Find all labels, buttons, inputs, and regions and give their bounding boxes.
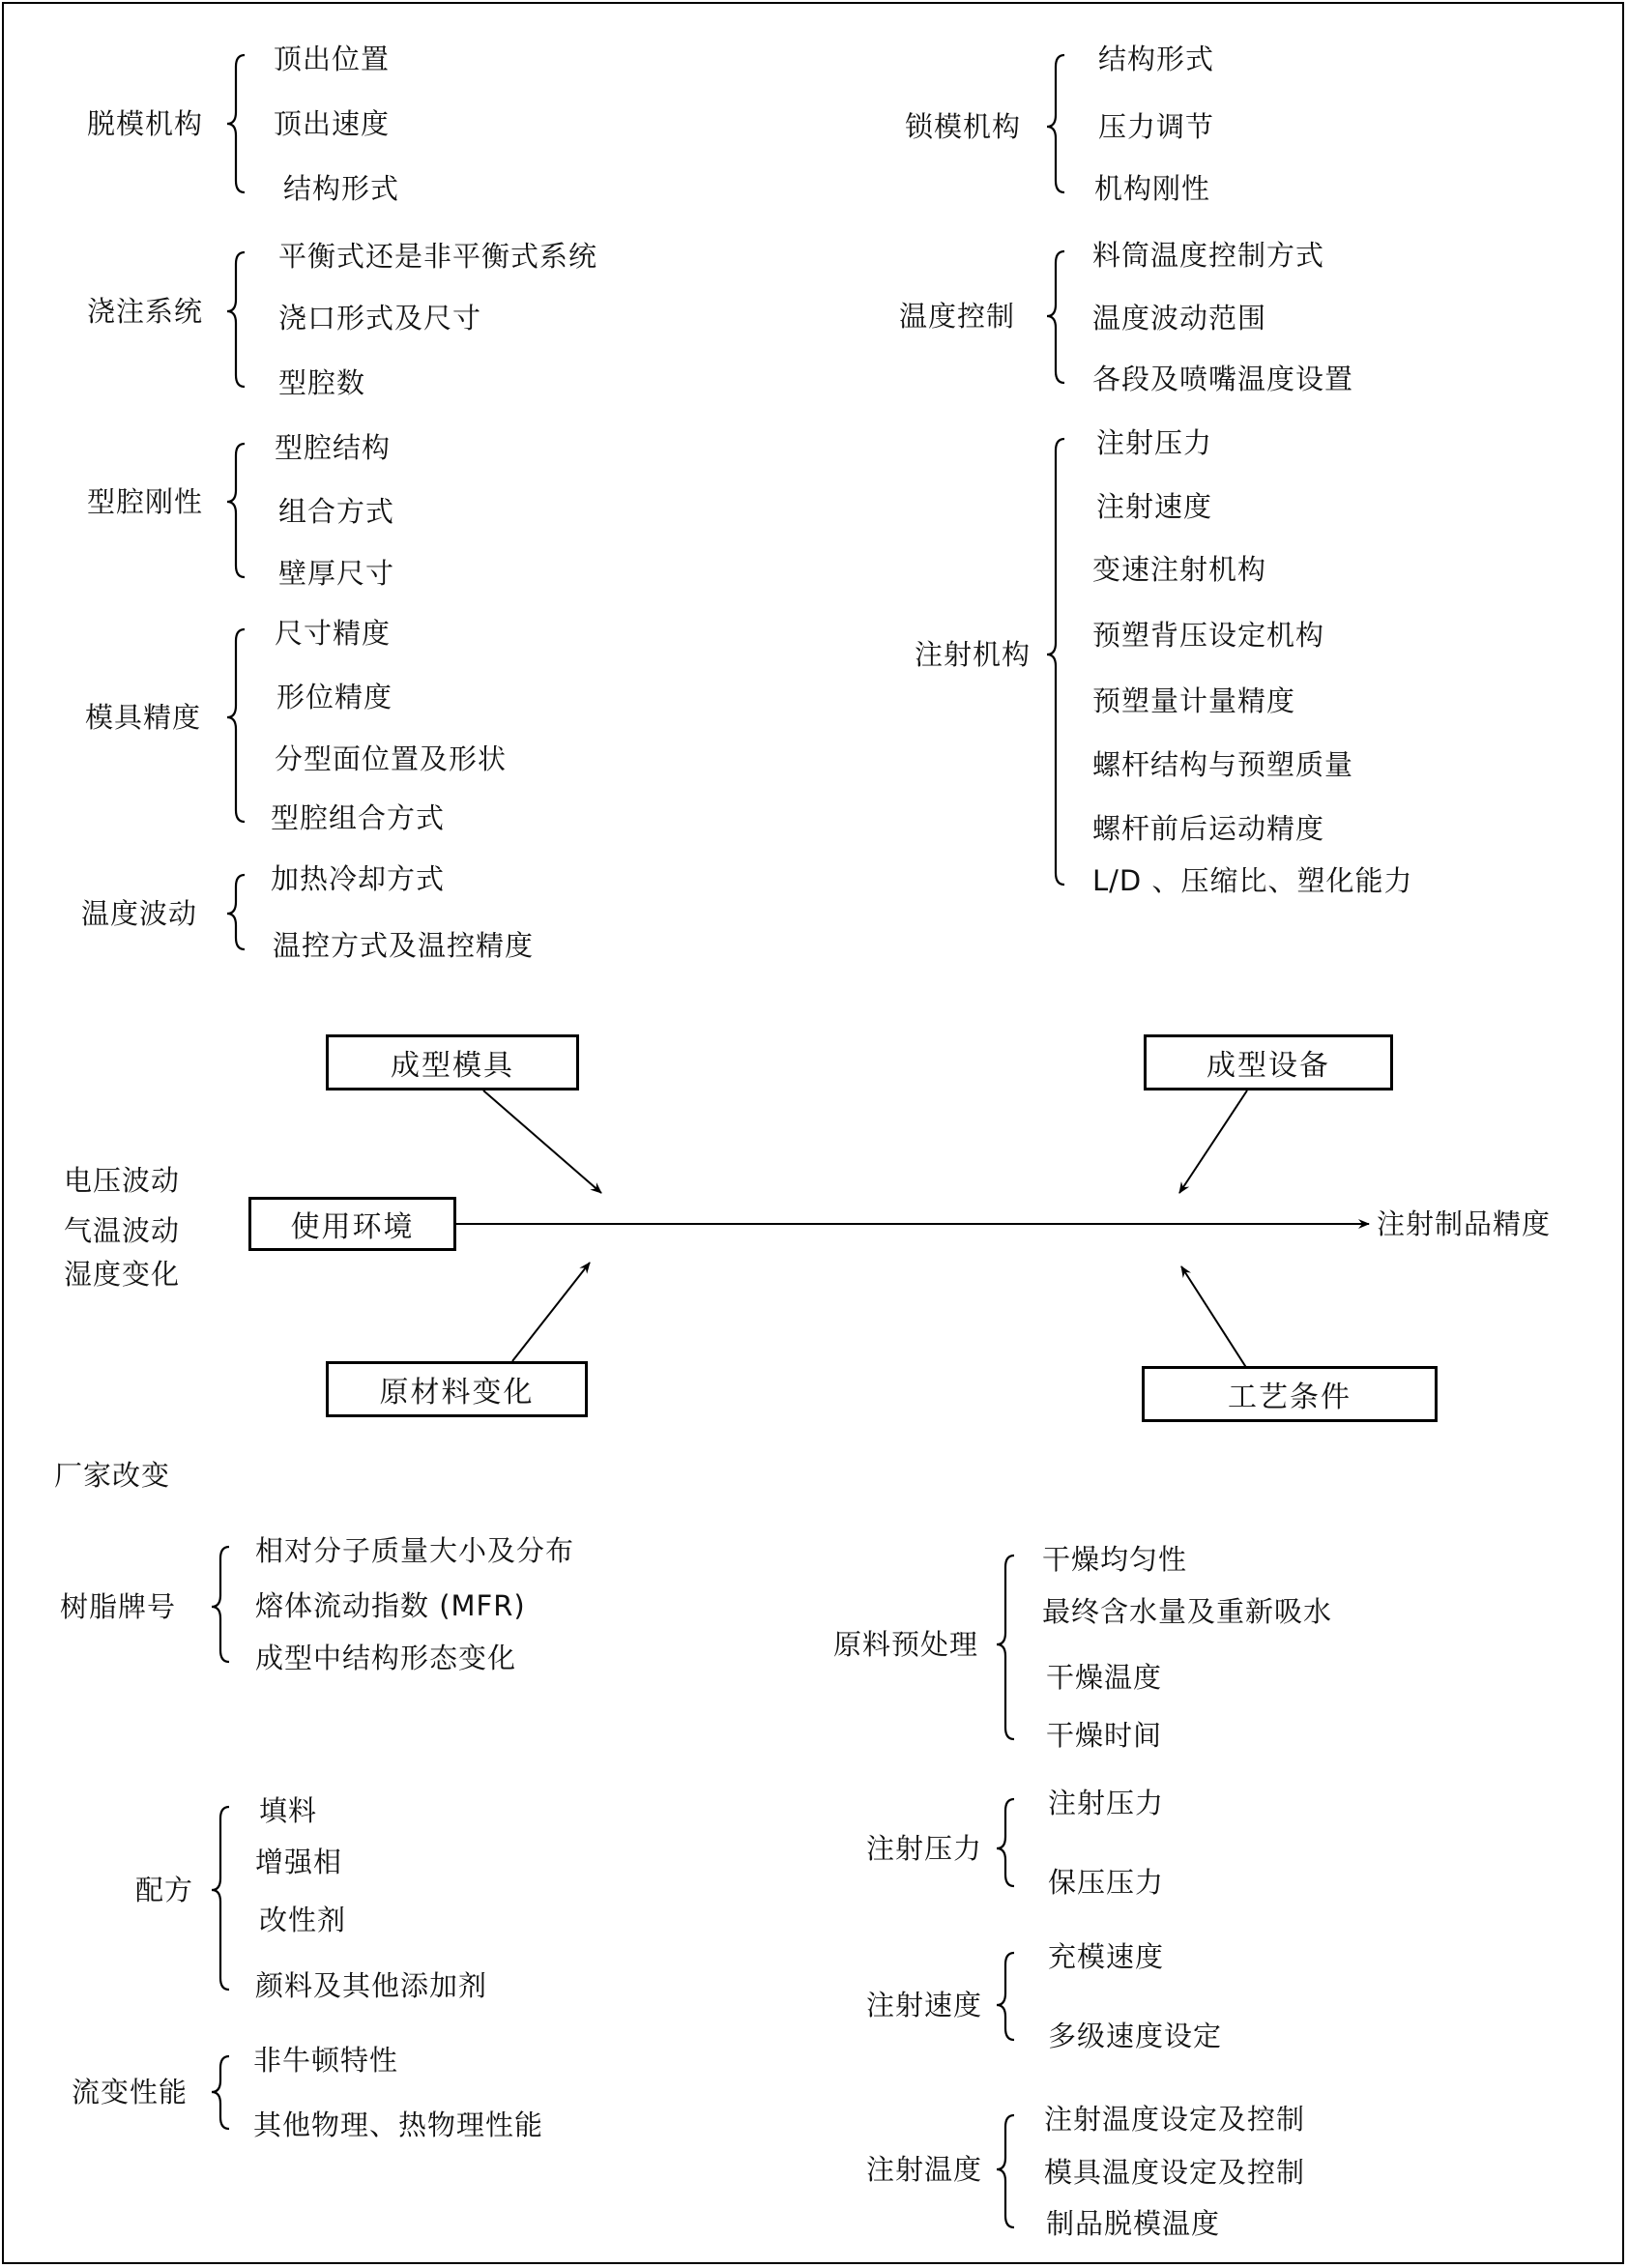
mold-factor-item: 加热冷却方式	[271, 862, 446, 895]
material-label: 原材料变化	[379, 1376, 535, 1410]
material-factor-item: 成型中结构形态变化	[255, 1642, 517, 1674]
material-group-label: 流变性能	[72, 2076, 189, 2108]
process-arrow	[1181, 1266, 1247, 1369]
mold-factor-item: 温控方式及温控精度	[273, 929, 535, 962]
material-box	[326, 1361, 588, 1417]
material-arrow	[512, 1263, 590, 1361]
equipment-factor-item: 变速注射机构	[1092, 553, 1267, 586]
equipment-box	[1144, 1034, 1393, 1090]
environment-box	[248, 1197, 456, 1251]
equipment-group-label: 锁模机构	[905, 110, 1022, 143]
equipment-factor-item: 注射压力	[1096, 426, 1213, 459]
equipment-factor-item: 预塑背压设定机构	[1092, 619, 1325, 652]
process-box	[1142, 1366, 1438, 1422]
material-factor-item: 相对分子质量大小及分布	[255, 1534, 575, 1567]
material-group-label: 配方	[135, 1874, 194, 1906]
brace	[227, 252, 245, 387]
brace	[212, 2056, 229, 2129]
equipment-factor-item: 机构刚性	[1094, 172, 1211, 205]
mold-label: 成型模具	[391, 1049, 514, 1083]
material-factor-item: 增强相	[255, 1846, 343, 1878]
env-factor: 电压波动	[64, 1164, 181, 1197]
equipment-factor-item: L/D 、压缩比、塑化能力	[1092, 864, 1413, 897]
mold-factor-item: 形位精度	[276, 681, 393, 713]
process-factor-item: 注射压力	[1048, 1787, 1165, 1819]
equipment-factor-item: 螺杆前后运动精度	[1092, 812, 1325, 845]
brace	[212, 1547, 229, 1662]
mold-group-label: 浇注系统	[87, 295, 204, 328]
equipment-factor-item: 注射速度	[1096, 490, 1213, 523]
material-factor-item: 非牛顿特性	[253, 2044, 399, 2077]
effect-label: 注射制品精度	[1377, 1207, 1552, 1240]
process-factor-item: 干燥均匀性	[1042, 1543, 1188, 1576]
process-group-label: 注射速度	[866, 1989, 983, 2021]
process-factor-item: 最终含水量及重新吸水	[1042, 1595, 1333, 1628]
process-group-label: 注射压力	[866, 1832, 983, 1865]
equipment-label: 成型设备	[1206, 1049, 1330, 1083]
mold-factor-item: 型腔组合方式	[271, 801, 446, 834]
process-factor-item: 注射温度设定及控制	[1044, 2103, 1306, 2136]
equipment-factor-item: 料筒温度控制方式	[1092, 239, 1325, 272]
mold-arrow	[483, 1090, 601, 1193]
brace	[1047, 439, 1064, 885]
brace	[997, 1556, 1014, 1739]
brace	[227, 629, 245, 822]
equipment-arrow	[1179, 1090, 1247, 1193]
material-factor-item: 其他物理、热物理性能	[253, 2108, 544, 2141]
mold-factor-item: 顶出速度	[274, 107, 391, 140]
env-factor: 湿度变化	[64, 1258, 181, 1291]
mold-factor-item: 型腔数	[278, 366, 366, 399]
brace	[997, 2115, 1014, 2227]
material-note: 厂家改变	[54, 1459, 171, 1492]
process-group-label: 注射温度	[866, 2153, 983, 2186]
mold-factor-item: 组合方式	[278, 495, 395, 528]
mold-factor-item: 分型面位置及形状	[275, 742, 508, 775]
mold-factor-item: 壁厚尺寸	[278, 557, 395, 590]
material-factor-item: 填料	[259, 1794, 318, 1827]
brace	[1047, 55, 1064, 192]
brace	[212, 1807, 229, 1990]
process-factor-item: 干燥温度	[1046, 1661, 1163, 1694]
process-factor-item: 制品脱模温度	[1046, 2207, 1221, 2240]
mold-factor-item: 平衡式还是非平衡式系统	[278, 240, 598, 273]
brace	[227, 444, 245, 577]
process-factor-item: 保压压力	[1048, 1866, 1165, 1899]
mold-group-label: 模具精度	[85, 701, 202, 734]
brace	[997, 1799, 1014, 1886]
mold-factor-item: 顶出位置	[274, 43, 391, 75]
process-group-label: 原料预处理	[833, 1628, 979, 1661]
mold-factor-item: 型腔结构	[275, 431, 392, 464]
process-label: 工艺条件	[1228, 1381, 1352, 1414]
mold-box	[326, 1034, 579, 1090]
mold-factor-item: 浇口形式及尺寸	[278, 302, 482, 334]
material-group-label: 树脂牌号	[60, 1590, 177, 1623]
brace	[227, 55, 245, 192]
process-factor-item: 干燥时间	[1046, 1719, 1163, 1752]
brace	[227, 875, 245, 949]
mold-group-label: 脱模机构	[87, 107, 204, 140]
brace	[1047, 251, 1064, 383]
mold-group-label: 温度波动	[81, 897, 198, 930]
env-factor: 气温波动	[64, 1214, 181, 1247]
material-factor-item: 改性剂	[259, 1904, 347, 1936]
equipment-factor-item: 结构形式	[1098, 43, 1215, 75]
mold-factor-item: 结构形式	[283, 172, 400, 205]
mold-factor-item: 尺寸精度	[275, 617, 392, 650]
equipment-factor-item: 压力调节	[1098, 110, 1215, 143]
equipment-group-label: 温度控制	[899, 300, 1016, 333]
equipment-factor-item: 预塑量计量精度	[1092, 684, 1296, 717]
material-factor-item: 颜料及其他添加剂	[255, 1969, 488, 2002]
brace	[997, 1953, 1014, 2040]
process-factor-item: 充模速度	[1048, 1940, 1165, 1973]
material-factor-item: 熔体流动指数 (MFR)	[255, 1589, 526, 1622]
process-factor-item: 多级速度设定	[1048, 2020, 1223, 2052]
equipment-factor-item: 温度波动范围	[1092, 302, 1267, 334]
equipment-factor-item: 螺杆结构与预塑质量	[1092, 748, 1354, 781]
environment-label: 使用环境	[290, 1210, 415, 1244]
process-factor-item: 模具温度设定及控制	[1044, 2156, 1306, 2189]
equipment-group-label: 注射机构	[915, 638, 1032, 671]
mold-group-label: 型腔刚性	[87, 485, 204, 518]
equipment-factor-item: 各段及喷嘴温度设置	[1092, 363, 1354, 395]
